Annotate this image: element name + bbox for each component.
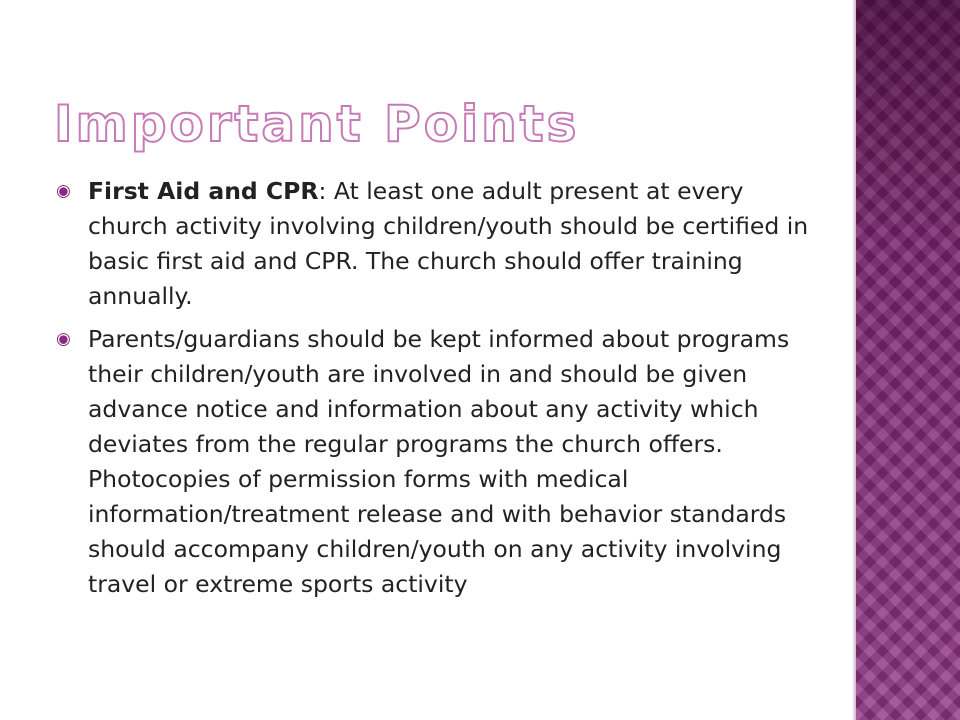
- bullet-item-first-aid: [56, 174, 826, 314]
- bullet-body-text: Parents/guardians should be kept informed about programs their children/youth are involved in and should be given advance notice and information about any activity which deviates from the regular programs the church offers. Photocopies of permission forms with medical information/treatment release and with behavior standards should accompany children/youth on any activity involving travel or extreme sports activity: [88, 325, 790, 598]
- decorative-side-panel: [856, 0, 960, 720]
- slide-title: Important Points: [54, 95, 580, 153]
- bullet-list: [56, 174, 826, 610]
- bullet-icon: ◉: [56, 329, 71, 349]
- bullet-body-text: : At least one adult present at every church activity involving children/youth should be certified in basic first aid and CPR. The church should offer training annually.: [88, 177, 809, 310]
- bullet-lead-text: First Aid and CPR: [88, 177, 319, 205]
- bullet-icon: ◉: [56, 181, 71, 201]
- bullet-item-parents: [56, 322, 826, 602]
